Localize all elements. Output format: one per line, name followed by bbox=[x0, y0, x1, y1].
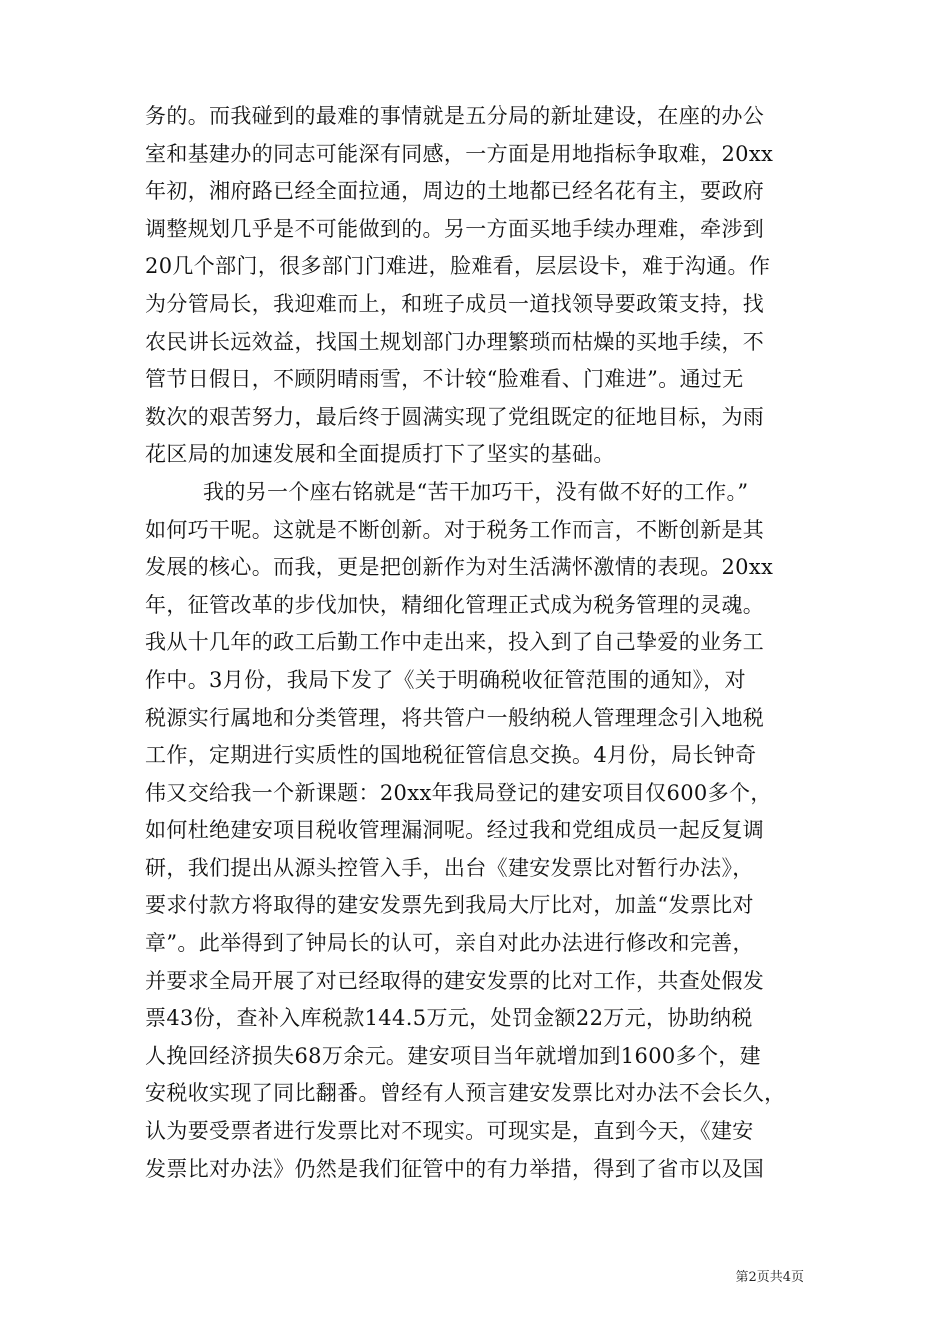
text-line: 如何杜绝建安项目税收管理漏洞呢。经过我和党组成员一起反复调 bbox=[145, 818, 765, 843]
text-line: 室和基建办的同志可能深有同感，一方面是用地指标争取难，20xx bbox=[145, 141, 774, 166]
text-line: 调整规划几乎是不可能做到的。另一方面买地手续办理难，牵涉到 bbox=[145, 216, 765, 241]
text-line: 工作，定期进行实质性的国地税征管信息交换。4月份，局长钟奇 bbox=[145, 743, 757, 768]
text-line: 为分管局长，我迎难而上，和班子成员一道找领导要政策支持，找 bbox=[145, 291, 765, 316]
text-line: 安税收实现了同比翻番。曾经有人预言建安发票比对办法不会长久， bbox=[145, 1081, 786, 1106]
page-number: 第2页共4页 bbox=[735, 1270, 804, 1285]
text-line: 发票比对办法》仍然是我们征管中的有力举措，得到了省市以及国 bbox=[145, 1156, 765, 1181]
text-line: 年初，湘府路已经全面拉通，周边的土地都已经名花有主，要政府 bbox=[145, 179, 765, 204]
text-line: 花区局的加速发展和全面提质打下了坚实的基础。 bbox=[145, 442, 615, 467]
text-line: 人挽回经济损失68万余元。建安项目当年就增加到1600多个，建 bbox=[145, 1043, 762, 1068]
text-line: 伟又交给我一个新课题：20xx年我局登记的建安项目仅600多个， bbox=[145, 780, 772, 805]
text-line: 章”。此举得到了钟局长的认可，亲自对此办法进行修改和完善， bbox=[145, 931, 754, 956]
text-line: 如何巧干呢。这就是不断创新。对于税务工作而言，不断创新是其 bbox=[145, 517, 765, 542]
body-text bbox=[145, 98, 807, 1188]
text-line: 农民讲长远效益，找国土规划部门办理繁琐而枯燥的买地手续，不 bbox=[145, 329, 765, 354]
text-line: 我从十几年的政工后勤工作中走出来，投入到了自己挚爱的业务工 bbox=[145, 630, 765, 655]
text-line: 票43份，查补入库税款144.5万元，处罚金额22万元，协助纳税 bbox=[145, 1006, 753, 1031]
text-line: 并要求全局开展了对已经取得的建安发票的比对工作，共查处假发 bbox=[145, 968, 765, 993]
text-line: 20几个部门，很多部门门难进，脸难看，层层设卡，难于沟通。作 bbox=[145, 254, 771, 279]
text-line: 研，我们提出从源头控管入手，出台《建安发票比对暂行办法》， bbox=[145, 855, 754, 880]
text-line: 年，征管改革的步伐加快，精细化管理正式成为税务管理的灵魂。 bbox=[145, 592, 765, 617]
text-line: 发展的核心。而我，更是把创新作为对生活满怀激情的表现。20xx bbox=[145, 555, 774, 580]
text-line: 要求付款方将取得的建安发票先到我局大厅比对，加盖“发票比对 bbox=[145, 893, 754, 918]
text-line: 认为要受票者进行发票比对不现实。可现实是，直到今天，《建安 bbox=[145, 1119, 754, 1144]
text-line: 管节日假日，不顾阴晴雨雪，不计较“脸难看、门难进”。通过无 bbox=[145, 367, 744, 392]
text-line: 作中。3月份，我局下发了《关于明确税收征管范围的通知》，对 bbox=[145, 667, 747, 692]
paragraph-start-line: 我的另一个座右铭就是“苦干加巧干，没有做不好的工作。” bbox=[203, 479, 749, 504]
text-line: 税源实行属地和分类管理，将共管户一般纳税人管理理念引入地税 bbox=[145, 705, 765, 730]
text-line: 务的。而我碰到的最难的事情就是五分局的新址建设，在座的办公 bbox=[145, 104, 765, 128]
text-line: 数次的艰苦努力，最后终于圆满实现了党组既定的征地目标，为雨 bbox=[145, 404, 765, 429]
